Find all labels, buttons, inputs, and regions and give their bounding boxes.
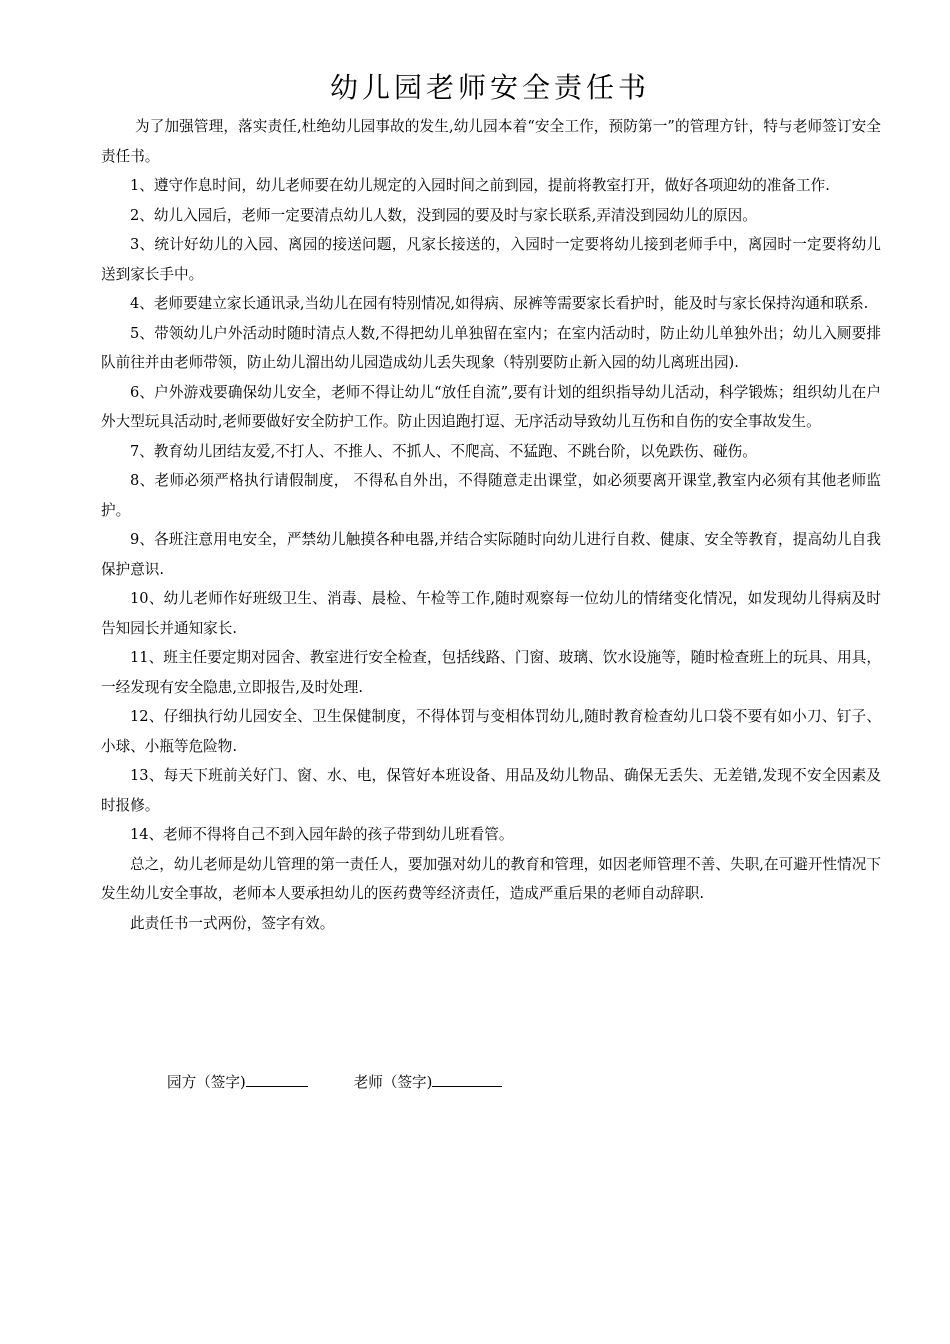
- summary-paragraph: 总之，幼儿老师是幼儿管理的第一责任人，要加强对幼儿的教育和管理，如因老师管理不善、失职,在可避开性情况下发生幼儿安全事故，老师本人要承担幼儿的医药费等经济责任，造成严重后果的老师自动辞职.: [101, 855, 881, 902]
- teacher-signature-blank[interactable]: [432, 1071, 502, 1087]
- clause-13: 13、每天下班前关好门、窗、水、电，保管好本班设备、用品及幼儿物品、确保无丢失、无差错,发现不安全因素及时报修。: [101, 767, 881, 814]
- clause-7: 7、教育幼儿团结友爱,不打人、不推人、不抓人、不爬高、不猛跑、不跳台阶，以免跌伤、碰伤。: [130, 442, 757, 460]
- document-body: [101, 112, 881, 938]
- teacher-signature-label: 老师（签字): [353, 1074, 433, 1091]
- document-title: 幼儿园老师安全责任书: [329, 71, 650, 104]
- clause-5: 5、带领幼儿户外活动时随时清点人数,不得把幼儿单独留在室内；在室内活动时，防止幼儿单独外出；幼儿入厕要排队前往并由老师带领，防止幼儿溜出幼儿园造成幼儿丢失现象（特别要防止新入园的幼儿离班出园).: [101, 324, 881, 371]
- intro-paragraph: 为了加强管理，落实责任,杜绝幼儿园事故的发生,幼儿园本着“安全工作，预防第一”的管理方针，特与老师签订安全责任书。: [101, 118, 881, 165]
- clause-11: 11、班主任要定期对园舍、教室进行安全检查，包括线路、门窗、玻璃、饮水设施等，随时检查班上的玩具、用具，一经发现有安全隐患,立即报告,及时处理.: [101, 649, 881, 696]
- copies-note: 此责任书一式两份，签字有效。: [130, 914, 335, 932]
- clause-9: 9、各班注意用电安全，严禁幼儿触摸各种电器,并结合实际随时向幼儿进行自救、健康、安全等教育，提高幼儿自我保护意识.: [101, 531, 881, 578]
- clause-1: 1、遵守作息时间，幼儿老师要在幼儿规定的入园时间之前到园，提前将教室打开，做好各项迎幼的准备工作.: [130, 177, 830, 194]
- clause-8: 8、老师必须严格执行请假制度， 不得私自外出，不得随意走出课堂，如必须要离开课堂,教室内必须有其他老师监护。: [101, 472, 881, 519]
- signature-line: [167, 1068, 502, 1098]
- clause-12: 12、仔细执行幼儿园安全、卫生保健制度，不得体罚与变相体罚幼儿,随时教育检查幼儿口袋不要有如小刀、钉子、小球、小瓶等危险物.: [101, 708, 881, 755]
- clause-4: 4、老师要建立家长通讯录,当幼儿在园有特别情况,如得病、尿裤等需要家长看护时，能及时与家长保持沟通和联系.: [130, 295, 869, 312]
- clause-3: 3、统计好幼儿的入园、离园的接送问题，凡家长接送的，入园时一定要将幼儿接到老师手中，离园时一定要将幼儿送到家长手中。: [101, 236, 881, 283]
- clause-10: 10、幼儿老师作好班级卫生、消毒、晨检、午检等工作,随时观察每一位幼儿的情绪变化情况，如发现幼儿得病及时告知园长并通知家长.: [101, 590, 881, 637]
- clause-6: 6、户外游戏要确保幼儿安全，老师不得让幼儿“放任自流”,要有计划的组织指导幼儿活动，科学锻炼；组织幼儿在户外大型玩具活动时,老师要做好安全防护工作。防止因追跑打逗、无序活动导致幼儿互伤和自伤的安全事故发生。: [101, 383, 881, 430]
- clause-14: 14、老师不得将自己不到入园年龄的孩子带到幼儿班看管。: [130, 826, 514, 843]
- school-signature-blank[interactable]: [246, 1071, 308, 1087]
- clause-2: 2、幼儿入园后，老师一定要清点幼儿人数，没到园的要及时与家长联系,弄清没到园幼儿的原因。: [130, 206, 757, 224]
- school-signature-label: 园方（签字): [167, 1074, 246, 1091]
